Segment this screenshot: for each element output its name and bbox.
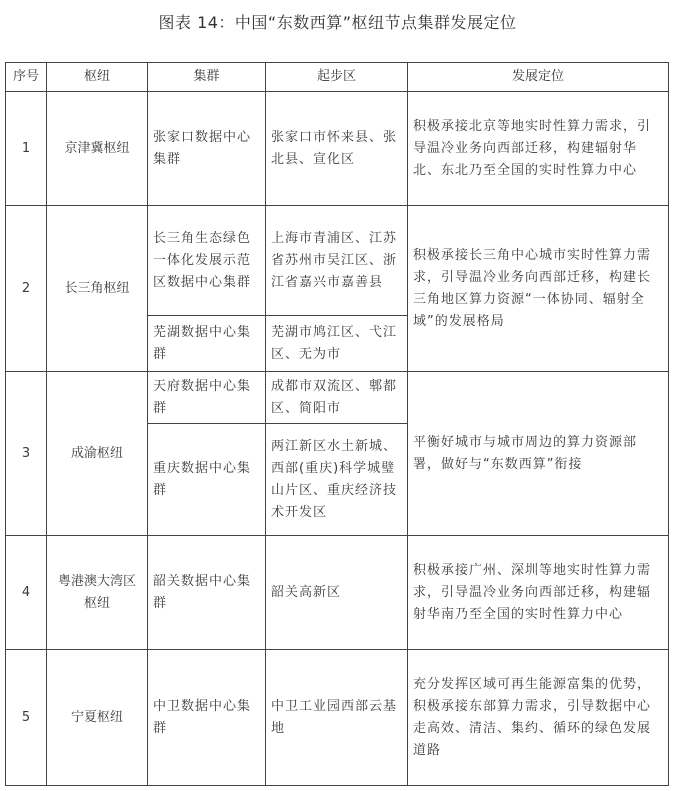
row-index: 2 [6,206,47,372]
positioning: 积极承接长三角中心城市实时性算力需求，引导温冷业务向西部迁移，构建长三角地区算力资源“一体协同、辐射全域”的发展格局 [408,206,669,372]
table-header-row [6,63,669,92]
cluster-name: 重庆数据中心集群 [148,424,266,536]
hub-name: 京津冀枢纽 [47,92,148,206]
start-zone: 两江新区水土新城、西部(重庆)科学城璧山片区、重庆经济技术开发区 [266,424,408,536]
hub-name: 宁夏枢纽 [47,650,148,786]
header-cluster: 集群 [148,63,266,92]
positioning: 平衡好城市与城市周边的算力资源部署，做好与“东数西算”衔接 [408,372,669,536]
header-hub: 枢纽 [47,63,148,92]
hub-name: 成渝枢纽 [47,372,148,536]
cluster-name: 韶关数据中心集群 [148,536,266,650]
start-zone: 成都市双流区、郫都区、简阳市 [266,372,408,424]
cluster-name: 芜湖数据中心集群 [148,316,266,372]
cluster-name: 张家口数据中心集群 [148,92,266,206]
positioning: 充分发挥区域可再生能源富集的优势，积极承接东部算力需求，引导数据中心走高效、清洁、集约、循环的绿色发展道路 [408,650,669,786]
table-row [6,650,669,786]
table-row [6,536,669,650]
header-start-zone: 起步区 [266,63,408,92]
row-index: 3 [6,372,47,536]
row-index: 1 [6,92,47,206]
cluster-name: 长三角生态绿色一体化发展示范区数据中心集群 [148,206,266,316]
start-zone: 张家口市怀来县、张北县、宣化区 [266,92,408,206]
table-row [6,92,669,206]
start-zone: 芜湖市鸠江区、弋江区、无为市 [266,316,408,372]
cluster-name: 中卫数据中心集群 [148,650,266,786]
row-index: 5 [6,650,47,786]
figure-title: 图表 14：中国“东数西算”枢纽节点集群发展定位 [158,13,517,32]
header-positioning: 发展定位 [408,63,669,92]
hub-name: 长三角枢纽 [47,206,148,372]
positioning: 积极承接北京等地实时性算力需求，引导温冷业务向西部迁移，构建辐射华北、东北乃至全国的实时性算力中心 [408,92,669,206]
hub-name: 粤港澳大湾区枢纽 [47,536,148,650]
cluster-name: 天府数据中心集群 [148,372,266,424]
hub-cluster-table [5,62,669,786]
table-row [6,372,669,424]
start-zone: 韶关高新区 [266,536,408,650]
start-zone: 中卫工业园西部云基地 [266,650,408,786]
start-zone: 上海市青浦区、江苏省苏州市吴江区、浙江省嘉兴市嘉善县 [266,206,408,316]
header-index: 序号 [6,63,47,92]
positioning: 积极承接广州、深圳等地实时性算力需求，引导温冷业务向西部迁移，构建辐射华南乃至全国的实时性算力中心 [408,536,669,650]
table-row [6,206,669,316]
row-index: 4 [6,536,47,650]
